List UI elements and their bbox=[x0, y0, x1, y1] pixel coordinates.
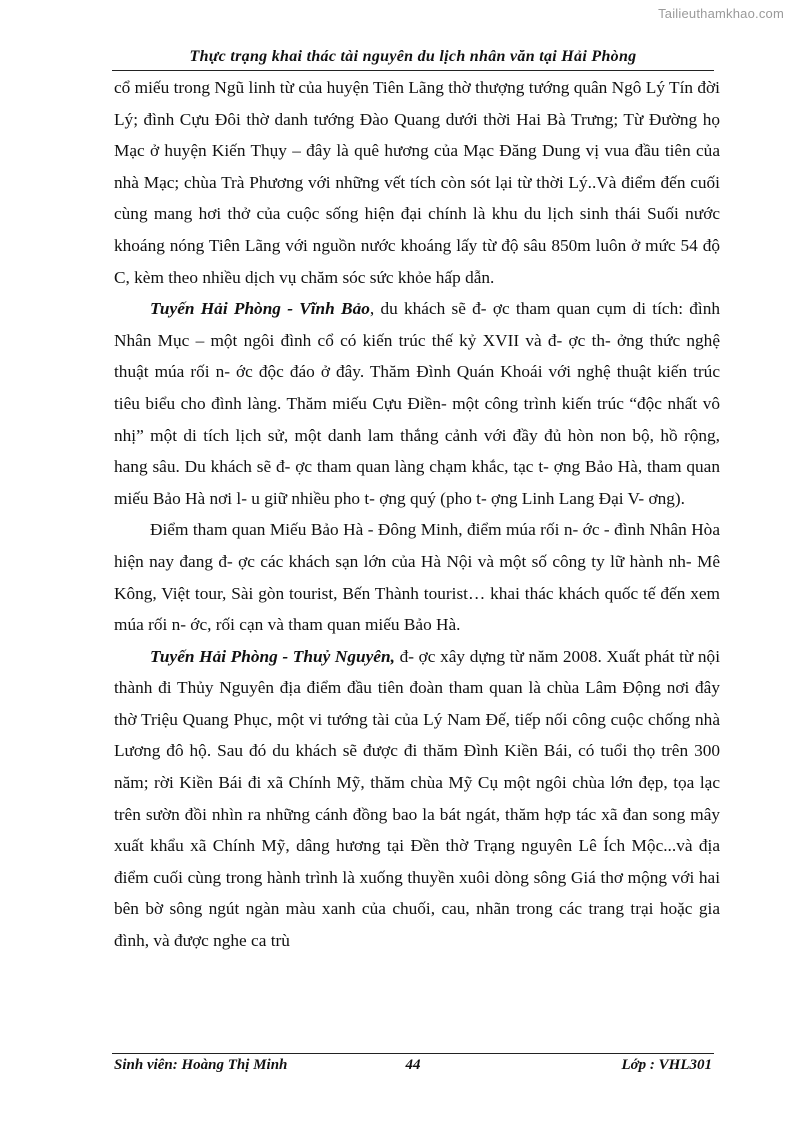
watermark: Tailieuthamkhao.com bbox=[658, 6, 784, 21]
footer-divider bbox=[112, 1053, 714, 1054]
header-divider bbox=[112, 70, 714, 71]
page-header: Thực trạng khai thác tài nguyên du lịch nhân văn tại Hải Phòng bbox=[189, 48, 637, 65]
footer-class: Lớp : VHL301 bbox=[621, 1057, 712, 1073]
route-thuy-nguyen-text: đ- ợc xây dựng từ năm 2008. Xuất phát từ nội thành đi Thủy Nguyên địa điểm đầu tiên đoàn tham quan là chùa Lâm Động nơi đây thờ Triệu Quang Phục, một vi tướng tài của Lý Nam Đế, tiếp nối công cuộc chống nhà Lương đô hộ. Sau đó du khách sẽ được đi thăm Đình Kiền Bái, có tuổi thọ trên 300 năm; rời Kiền Bái đi xã Chính Mỹ, thăm chùa Mỹ Cụ một ngôi chùa lớn đẹp, tọa lạc trên sườn đồi nhìn ra những cánh đồng bao la bát ngát, thăm hợp tác xã đan song mây xuất khẩu xã Chính Mỹ, dâng hương tại Đền thờ Trạng nguyên Lê Ích Mộc...và địa điểm cuối cùng trong hành trình là xuống thuyền xuôi dòng sông Giá thơ mộng với hai bên bờ sông ngút ngàn màu xanh của chuối, cau, nhãn trong các trang trại hoặc gia đình, và được nghe ca trù bbox=[114, 646, 720, 951]
route-vinh-bao-text: , du khách sẽ đ- ợc tham quan cụm di tích: đình Nhân Mục – một ngôi đình cổ có kiến trúc thế kỷ XVII và đ- ợc th- ởng thức nghệ thuật múa rối n- ớc độc đáo ở đây. Thăm Đình Quán Khoái với nghệ thuật kiến trúc tiêu biểu cho đình làng. Thăm miếu Cựu Điền- một công trình kiến trúc “độc nhất vô nhị” một di tích lịch sử, một danh lam thắng cảnh với đầy đủ hòn non bộ, hồ rộng, hang sâu. Du khách sẽ đ- ợc tham quan làng chạm khắc, tạc t- ợng Bảo Hà, tham quan miếu Bảo Hà nơi l- u giữ nhiều pho t- ợng quý (pho t- ợng Linh Lang Đại V- ơng). bbox=[114, 299, 720, 508]
footer-student: Sinh viên: Hoàng Thị Minh bbox=[114, 1057, 288, 1073]
route-vinh-bao-title: Tuyến Hải Phòng - Vĩnh Bảo bbox=[150, 299, 370, 319]
paragraph-2 bbox=[114, 293, 720, 514]
page-footer bbox=[112, 1057, 714, 1079]
route-thuy-nguyen-title: Tuyến Hải Phòng - Thuỷ Nguyên, bbox=[150, 646, 395, 666]
page-number: 44 bbox=[405, 1057, 421, 1073]
body-text bbox=[114, 72, 720, 957]
paragraph-4 bbox=[114, 641, 720, 957]
paragraph-1: cổ miếu trong Ngũ linh từ của huyện Tiên Lãng thờ thượng tướng quân Ngô Lý Tín đời Lý; đình Cựu Đôi thờ danh tướng Đào Quang dưới thời Hai Bà Trưng; Từ Đường họ Mạc ở huyện Kiến Thụy – đây là quê hương của Mạc Đăng Dung vị vua đầu tiên của nhà Mạc; chùa Trà Phương với những vết tích còn sót lại từ thời Lý..Và điểm đến cuối cùng mang hơi thở của cuộc sống hiện đại chính là khu du lịch sinh thái Suối nước khoáng nóng Tiên Lãng với nguồn nước khoáng lấy từ độ sâu 850m luôn ở mức 54 độ C, kèm theo nhiều dịch vụ chăm sóc sức khỏe hấp dẫn. bbox=[114, 78, 720, 287]
paragraph-3: Điểm tham quan Miếu Bảo Hà - Đông Minh, điểm múa rối n- ớc - đình Nhân Hòa hiện nay đang đ- ợc các khách sạn lớn của Hà Nội và một số công ty lữ hành nh- Mê Kông, Việt tour, Sài gòn tourist, Bến Thành tourist… khai thác khách quốc tế đến xem múa rối n- ớc, rối cạn và tham quan miếu Bảo Hà. bbox=[114, 520, 720, 635]
